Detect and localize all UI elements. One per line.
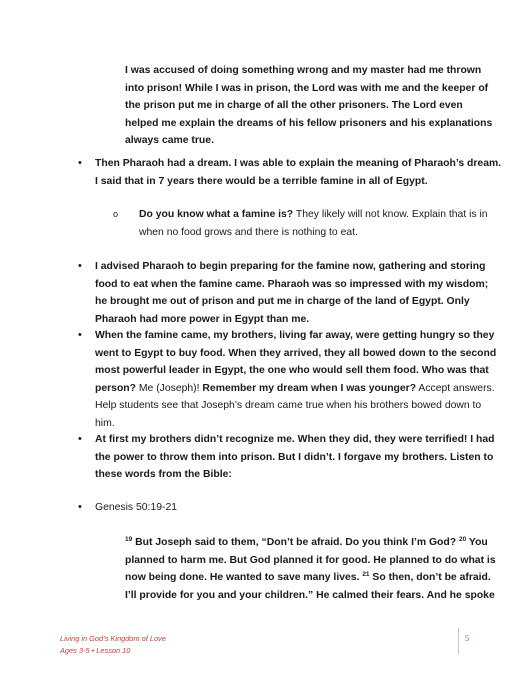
verse-number: 21 (362, 571, 370, 578)
sub-bullet-paragraph-famine (139, 206, 488, 241)
verse-number: 19 (125, 536, 133, 543)
verse-text: So then, don’t be afraid. (369, 572, 491, 583)
text-line (125, 569, 496, 587)
text-line: always came true. (125, 135, 214, 146)
sub-bullet-icon: o (113, 209, 119, 219)
footer-divider (458, 628, 459, 654)
instruction-text: They likely will not know. Explain that is in (293, 209, 488, 220)
footer-title: Living in God’s Kingdom of Love (60, 634, 166, 643)
bullet-paragraph-famine-came (95, 327, 496, 432)
question-text: Do you know what a famine is? (139, 209, 294, 220)
text-line: him. (95, 417, 115, 429)
text-line (125, 534, 496, 552)
text-line: At first my brothers didn’t recognize me. When they did, they were terrified! I had (95, 434, 495, 445)
text-line: when no food grows and there is nothing to eat. (139, 226, 358, 238)
text-line: When the famine came, my brothers, living far away, were getting hungry so they (95, 330, 495, 341)
bullet-paragraph-pharaoh-dream (95, 155, 501, 190)
answer-text: Me (Joseph)! (136, 382, 203, 394)
text-line: most powerful leader in Egypt, the one who would sell them food. Who was that (95, 365, 489, 376)
text-line: the prison put me in charge of all the other prisoners. The Lord even (125, 100, 463, 111)
bullet-icon: • (78, 329, 82, 341)
footer-curriculum-info (60, 633, 166, 656)
intro-paragraph (125, 62, 492, 150)
text-line: I’ll provide for you and your children.” He calmed their fears. And he spoke (125, 589, 495, 601)
bullet-icon: • (78, 260, 82, 272)
scripture-reference: Genesis 50:19-21 (95, 502, 178, 513)
text-line: food to eat when the famine came. Pharaoh was so impressed with my wisdom; (95, 278, 489, 290)
text-line: went to Egypt to buy food. When they arrived, they all bowed down to the second (95, 347, 497, 359)
scripture-verse-block (125, 534, 496, 604)
bullet-icon: • (78, 501, 82, 513)
text-line: these words from the Bible: (95, 469, 232, 480)
question-text: person? (95, 382, 136, 394)
text-line: I was accused of doing something wrong and my master had me thrown (125, 65, 482, 76)
text-line: he brought me out of prison and put me in charge of the land of Egypt. Only (95, 296, 470, 307)
text-line (95, 380, 496, 398)
footer-subtitle: Ages 3-5 • Lesson 10 (60, 645, 131, 655)
text-line: Pharaoh had more power in Egypt than me. (95, 313, 310, 325)
text-line: I said that in 7 years there would be a terrible famine in all of Egypt. (95, 175, 428, 187)
text-line: the power to throw them into prison. But I didn’t. I forgave my brothers. Listen to (95, 451, 494, 463)
bullet-paragraph-forgave-brothers (95, 431, 495, 484)
bullet-paragraph-scripture-ref (95, 499, 177, 517)
text-line (139, 206, 488, 224)
question-text: Remember my dream when I was younger? (202, 382, 417, 394)
page-number: 5 (465, 634, 469, 643)
text-line: Help students see that Joseph’s dream came true when his brothers bowed down to (95, 400, 482, 411)
bullet-icon: • (78, 157, 82, 169)
verse-text: You (466, 537, 488, 548)
text-line: I advised Pharaoh to begin preparing for the famine now, gathering and storing (95, 261, 486, 272)
text-line: helped me explain the dreams of his fellow prisoners and his explanations (125, 117, 493, 129)
text-line: planned to harm me. But God planned it for good. He planned to do what is (125, 554, 496, 566)
text-line: into prison! While I was in prison, the Lord was with me and the keeper of (125, 82, 489, 94)
bullet-paragraph-advised-pharaoh (95, 258, 488, 328)
verse-number: 20 (458, 536, 467, 543)
verse-text: But Joseph said to them, “Don’t be afraid. Do you think I’m God? (132, 537, 459, 548)
text-line: Then Pharaoh had a dream. I was able to explain the meaning of Pharaoh’s dream. (95, 158, 502, 169)
verse-text: now being done. He wanted to save many lives. (125, 572, 363, 583)
bullet-icon: • (78, 433, 82, 445)
instruction-text: Accept answers. (416, 382, 495, 394)
